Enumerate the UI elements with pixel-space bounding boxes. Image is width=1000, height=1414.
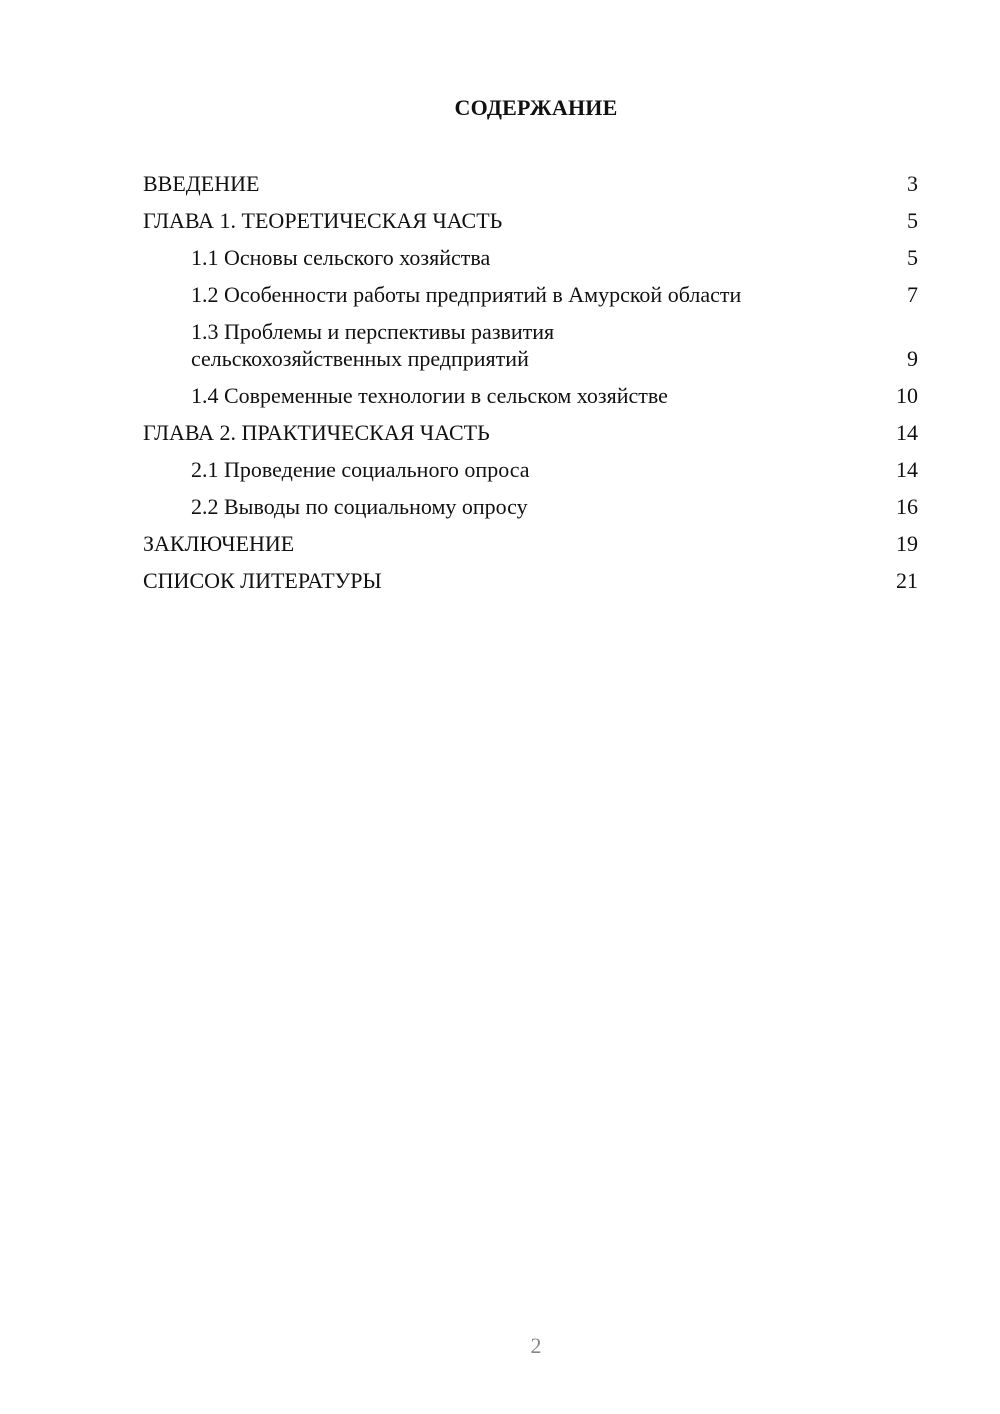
toc-entry-label: СПИСОК ЛИТЕРАТУРЫ [143, 568, 382, 593]
page-title: СОДЕРЖАНИЕ [454, 95, 618, 120]
page-number: 2 [530, 1333, 542, 1358]
toc-entry-page: 3 [907, 171, 918, 196]
toc-entry-page: 5 [907, 245, 918, 270]
toc-entry-section-1-3 [143, 318, 918, 372]
toc-entry-label: 2.2 Выводы по социальному опросу [191, 494, 528, 519]
toc-entry-section-2-1 [143, 456, 918, 483]
toc-entry-page: 14 [896, 457, 918, 482]
toc-entry-label: 1.2 Особенности работы предприятий в Амурской области [191, 282, 742, 307]
toc-entry-label: ГЛАВА 2. ПРАКТИЧЕСКАЯ ЧАСТЬ [143, 420, 490, 445]
toc-entry-label: ГЛАВА 1. ТЕОРЕТИЧЕСКАЯ ЧАСТЬ [143, 208, 503, 233]
toc-entry-page: 16 [896, 494, 918, 519]
toc-entry-label [191, 318, 888, 372]
toc-entry-label-line-1: 1.3 Проблемы и перспективы развития [191, 319, 555, 344]
toc-entry-label: 2.1 Проведение социального опроса [191, 457, 530, 482]
toc-entry-page: 21 [896, 568, 918, 593]
toc-entry-section-1-1 [143, 244, 918, 271]
toc-entry-section-2-2 [143, 493, 918, 520]
toc-entry-introduction [143, 170, 918, 197]
toc-entry-references [143, 567, 918, 594]
toc-entry-section-1-4 [143, 382, 918, 409]
toc-entry-label: 1.4 Современные технологии в сельском хозяйстве [191, 383, 668, 408]
toc-entry-page: 7 [907, 282, 918, 307]
toc-entry-chapter-2 [143, 419, 918, 446]
toc-entry-label: 1.1 Основы сельского хозяйства [191, 245, 491, 270]
toc-entry-page: 9 [907, 346, 918, 371]
toc-entry-label-line-2: сельскохозяйственных предприятий [191, 346, 529, 371]
toc-entry-label: ЗАКЛЮЧЕНИЕ [143, 531, 295, 556]
toc-entry-page: 14 [896, 420, 918, 445]
toc-entry-page: 5 [907, 208, 918, 233]
toc-entry-section-1-2 [143, 281, 918, 308]
toc-entry-conclusion [143, 530, 918, 557]
table-of-contents [143, 170, 918, 604]
toc-entry-chapter-1 [143, 207, 918, 234]
toc-entry-label: ВВЕДЕНИЕ [143, 171, 260, 196]
toc-entry-page: 19 [896, 531, 918, 556]
toc-entry-page: 10 [896, 383, 918, 408]
